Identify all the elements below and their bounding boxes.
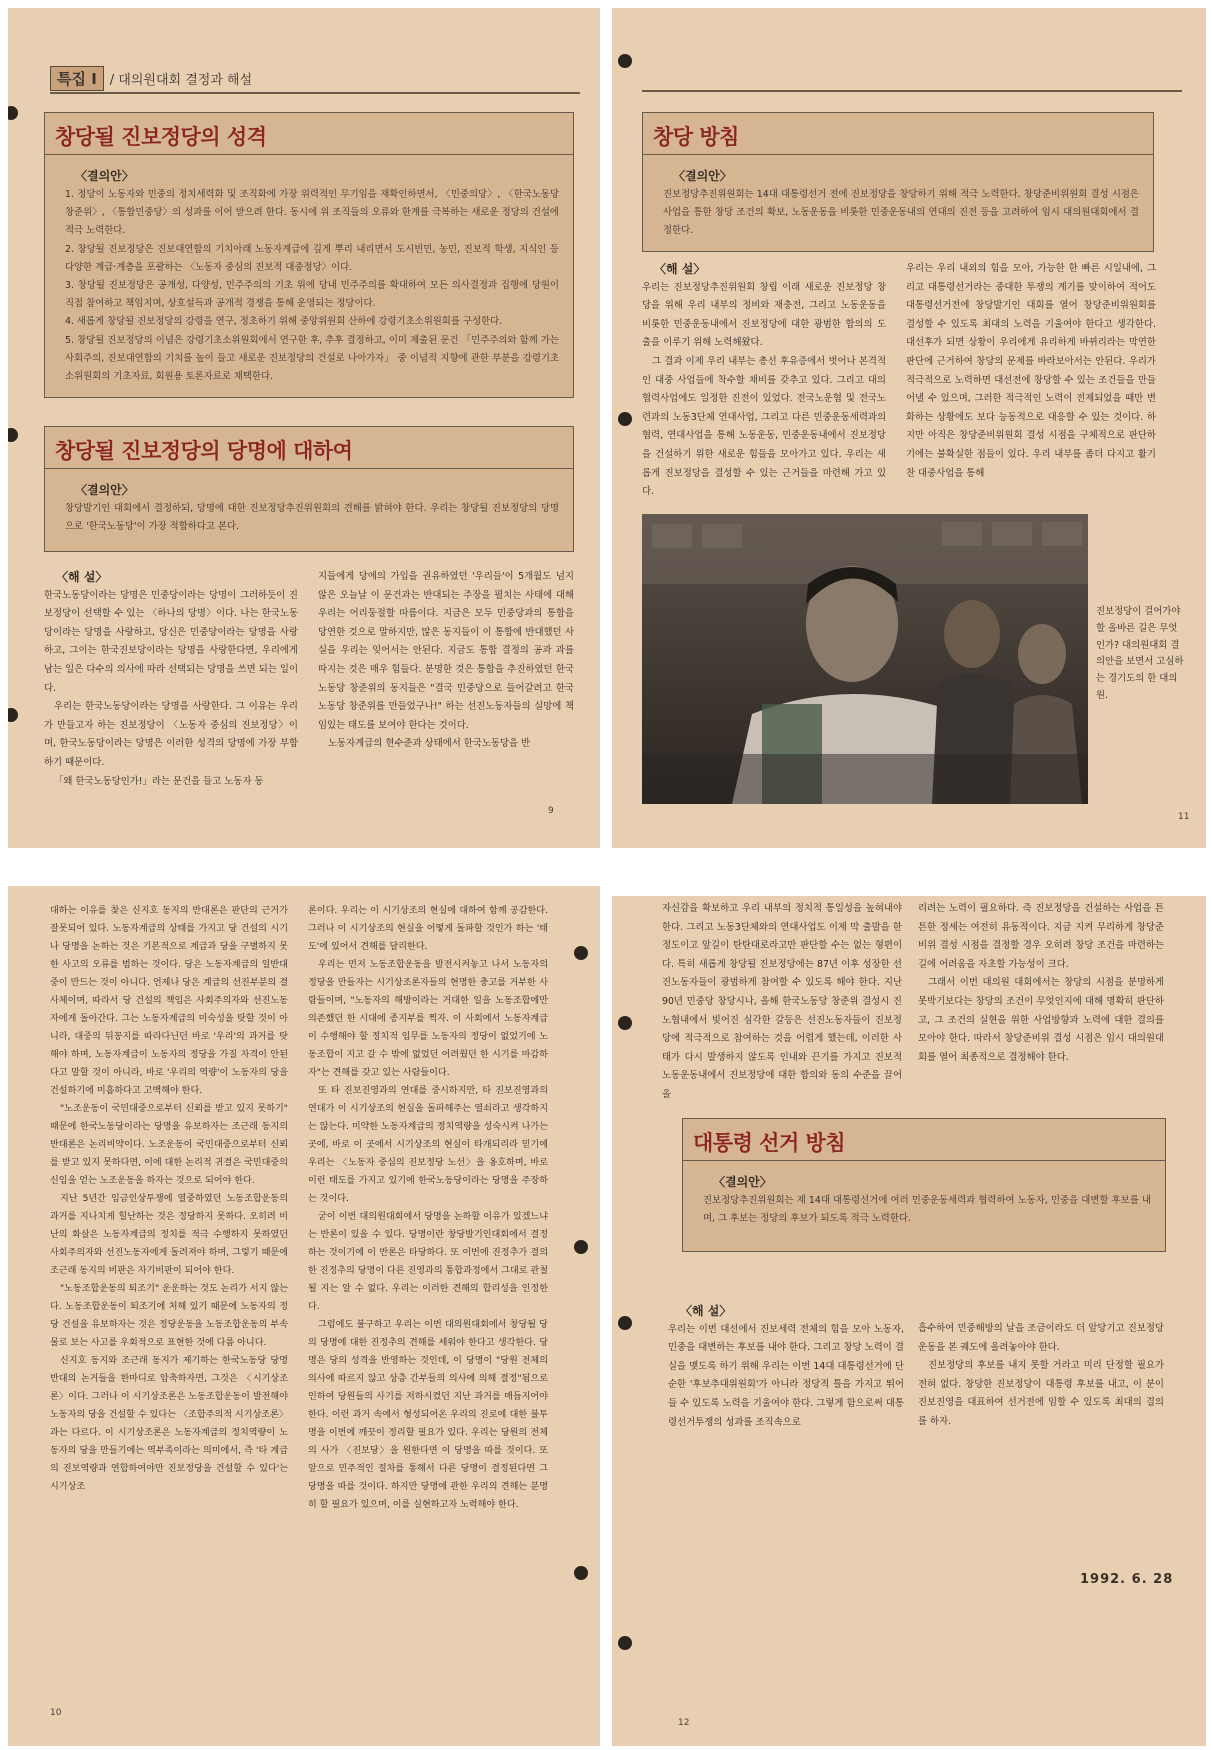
paragraph: "노조운동이 국민대중으로부터 신뢰를 받고 있지 못하기" 때문에 한국노동당이라는 당명을 유보하자는 조근래 동지의 반대론은 논리비약이다. 노조운동이 국민대중으로부터 신뢰를 받고 있지 못하다면, 이에 대한 논리적 귀결은 국민대중의 신임을 얻는 노조운동을 하자는 것으로 되어야 한다. (50, 1104, 288, 1186)
page-number: 11 (1178, 812, 1190, 822)
paragraph: 그럼에도 불구하고 우리는 이번 대의원대회에서 창당될 당의 당명에 대한 진정추의 견해를 세워야 한다고 생각한다. 당명은 당의 성격을 반영하는 것인데, 이 당명이 "당원 전체의 의사에 따르지 않고 상층 간부들의 의사에 의해 결정"됨으로 인하여 당원들의 사기를 저하시켰던 지난 과거를 매듭지어야 한다. 이런 과거 속에서 형성되어온 우리의 진로에 대한 불투명을 이번에 깨끗이 정리할 필요가 있다. 우리는 당원의 전체의 사가 〈진보당〉을 원한다면 이 당명을 따를 것이다. 또 앞으로 민주적인 절차를 통해서 다른 당명이 결정된다면 그 당명을 따를 것이다. 하지만 당명에 관한 우리의 견해는 분명히 할 필요가 있으며, 이를 실현하고자 노력해야 한다. (308, 1320, 548, 1510)
kicker-text: / 대의원대회 결정과 해설 (109, 72, 253, 88)
article-column-right (308, 902, 548, 1514)
explanation-label: 〈해 설〉 (654, 262, 706, 276)
paragraph: 노동자계급의 현수준과 상태에서 한국노동당을 반 (328, 738, 531, 750)
page-9 (8, 8, 600, 848)
article-column-left-2 (668, 1302, 904, 1432)
article-column-right-2 (918, 1320, 1164, 1432)
paragraph: 한국노동당이라는 당명은 민중당이라는 당명이 그러하듯이 진보정당이 선택할 수 있는 〈하나의 당명〉이다. 나는 한국노동당이라는 당명을 사랑하고, 당신은 민중당이라는 당명을 사랑하고, 그이는 한국진보당이라는 당명을 사랑한다면, 우리에게 남는 일은 다수의 의사에 따라 선택되는 당명을 쓰면 되는 일이다. (44, 589, 298, 694)
paragraph: 우리는 한국노동당이라는 당명을 사랑한다. 그 이유는 우리가 만들고자 하는 진보정당이 〈노동자 중심의 진보정당〉이며, 한국노동당이라는 당명은 이러한 성격의 당명에 가장 부합하기 때문이다. (44, 701, 298, 768)
paragraph: 지난 5년간 임금인상투쟁에 열중하였던 노동조합운동의 과거를 지나치게 힐난하는 것은 정당하지 못하다. 오히려 비난의 화살은 노동자계급의 정치를 적극 수행하지 못하였던 사회주의자와 선진노동자에게 돌려져야 하며, 그렇기 때문에 조근래 동지의 비판은 자기비판이 되어야 한다. (50, 1194, 288, 1276)
resolution-item: 1. 정당이 노동자와 민중의 정치세력화 및 조직화에 가장 위력적인 무기임을 재확인하면서, 〈민중의당〉, 〈한국노동당창준위〉, 〈통합민중당〉의 성과를 이어 받으려 한다. 동시에 위 조직들의 오류와 한계를 극복하는 새로운 정당의 건설에 적극 노력한다. (65, 189, 559, 237)
binding-hole (8, 106, 18, 120)
resolution-item: 3. 창당될 진보정당은 공개성, 다양성, 민주주의의 기초 위에 당내 민주주의를 확대하여 모든 의사결정과 집행에 당원이 직접 참여하고 책임지며, 상호설득과 공개적 경쟁을 통해 운영되는 정당이다. (65, 280, 559, 310)
paragraph: 지들에게 당에의 가입을 권유하였던 '우리들'이 5개월도 넘지 않은 오늘날 이 문건과는 반대되는 주장을 펼치는 사태에 대해 우리는 어리둥절할 따름이다. 지금은 모두 민중당과의 통합을 당연한 것으로 말하지만, 많은 동지들이 이 통합에 반대했던 사실을 우리는 잊어서는 안된다. 지금도 통합 결정의 공과 과를 따지는 것은 매우 힘들다. 분명한 것은 통합을 추진하였던 한국노동당 창준위의 동지들은 "결국 민중당으로 들어갈려고 한국노동당 창준위를 만들었구나!" 하는 선진노동자들의 실망에 책임있는 태도를 보여야 한다는 것이다. (318, 571, 574, 731)
binding-hole (8, 708, 18, 722)
binding-hole (618, 412, 632, 426)
paragraph: 또 타 진보진영과의 연대를 중시하지만, 타 진보진영과의 연대가 이 시기상조의 현실을 돌파해주는 열쇠라고 생각하지는 않는다. 미약한 노동자계급의 정치역량을 성숙시켜 나가는 곳에, 바로 이 곳에서 시기상조의 현실이 타개되리라 믿기에 우리는 〈노동자 중심의 진보정당 노선〉을 옹호하며, 바로 이런 태도를 가지고 있기에 한국노동당이라는 당명을 주장하는 것이다. (308, 1086, 548, 1204)
event-photo (642, 514, 1088, 804)
paragraph: 「왜 한국노동당인가!」라는 문건을 들고 노동자 동 (54, 775, 264, 787)
paragraph: 우리는 진보정당추진위원회 창립 이래 새로운 진보정당 창당을 위해 우리 내부의 정비와 재충전, 그리고 노동운동을 비롯한 민중운동내에서 진보정당에 대한 광범한 합의의 도출을 이루기 위해 노력해왔다. (642, 281, 886, 349)
resolution-item: 진보정당추진위원회는 14대 대통령선거 전에 진보정당을 창당하기 위해 적극 노력한다. 창당준비위원회 결성 시점은 사업을 통한 창당 조건의 확보, 노동운동을 비롯한 민중운동내의 연대의 진전 등을 고려하여 임시 대의원대회에서 결정한다. (663, 189, 1139, 237)
paragraph: 우리는 이번 대선에서 진보세력 전체의 힘을 모아 노동자, 민중을 대변하는 후보를 내야 한다. 그리고 창당 노력이 결실을 맺도록 하기 위해 우리는 이번 14대 대통령선거에 단순한 '후보추대위원회'가 아니라 정당적 틀을 가지고 뛰어들 수 있도록 노력을 기울여야 한다. 그렇게 함으로써 대통령선거투쟁의 성과를 조직속으로 (668, 1323, 904, 1428)
resolution-box-founding (642, 112, 1154, 252)
header-rule (50, 92, 580, 94)
binding-hole (574, 1240, 588, 1254)
paragraph: 그 결과 이제 우리 내부는 총선 후유증에서 벗어나 본격적인 대중 사업들에 착수할 채비를 갖추고 있다. 그리고 대의협력사업에도 일정한 진전이 있었다. 전국노운협 및 전국노련과의 노동3단체 연대사업, 그리고 다른 민중운동세력과의 협력, 연대사업을 통해 노동운동, 민중운동내에서 진보정당을 건설하기 위한 새로운 힘들을 모아가고 있다. 우리는 새롭게 진보정당을 결성할 수 있는 근거들을 마련해 가고 있다. (642, 355, 886, 498)
article-column-left (642, 260, 886, 502)
page-12 (612, 896, 1206, 1746)
page-number: 10 (50, 1708, 62, 1718)
paragraph: 그래서 이번 대의원 대회에서는 창당의 시점을 분명하게 못박기보다는 창당의 조건이 무엇인지에 대해 명확히 판단하고, 그 조건의 실현을 위한 사업방향과 노력에 대한 결의를 모아야 한다. 따라서 창당준비위 결성 시점은 임시 대의원대회를 열어 최종적으로 결정해야 한다. (918, 977, 1164, 1063)
resolution-label: 〈결의안〉 (75, 169, 134, 183)
paragraph: 우리는 먼저 노동조합운동을 발전시켜놓고 나서 노동자의 정당을 만들자는 시기상조론자들의 현명한 충고를 거부한 사람들이며, "노동자의 해방이라는 거대한 일을 노동조합에만 의존했던 한 시대에 종지부를 찍자. 이 사회에서 노동자계급이 수행해야 할 정치적 임무를 노동자의 정당이 없었기에 노동조합이 지고 갈 수 밖에 없었던 어려웠던 한 시기를 마감하자"는 견해를 갖고 있는 사람들이다. (308, 960, 548, 1078)
paragraph: 신지호 동지와 조근래 동지가 제기하는 한국노동당 당명 반대의 논거들을 한마디로 압축하자면, 그것은 〈시기상조론〉이다. 그러나 이 시기상조론은 노동조합운동이 발전해야 노동자의 당을 건설할 수 있다는 〈조합주의적 시기상조론〉과는 다르다. 이 시기상조론은 노동자계급의 정치역량이 노동자의 당을 만들기에는 역부족이라는 의미에서, 즉 '타 계급의 진보역량과 연합하여야만 진보정당을 건설할 수 있다'는 시기상조 (50, 1356, 288, 1492)
paragraph: 굳이 이번 대의원대회에서 당명을 논하할 이유가 있겠느냐는 반론이 있을 수 있다. 당명이란 창당발기인대회에서 결정하는 것이기에 이 반론은 타당하다. 또 이번에 진정추가 결의한 진정추의 당명이 다른 진영과의 통합과정에서 그대로 관철될 지는 알 수 없다. 우리는 이러한 견해의 합리성을 인정한다. (308, 1212, 548, 1312)
article-column-left (50, 902, 288, 1496)
paragraph: 진보정당의 후보를 내지 못할 거라고 미리 단정할 필요가 전혀 없다. 창당한 진보정당이 대통령 후보를 내고, 이 분이 진보진영을 대표하여 선거전에 임할 수 있도록 최대의 결의를 하자. (918, 1360, 1164, 1427)
resolution-item: 2. 창당될 진보정당은 진보대연합의 기치아래 노동자계급에 깊게 뿌리 내리면서 도시빈민, 농민, 진보적 학생, 지식인 등 다양한 계급·계층을 포괄하는 〈노동자 중심의 진보적 대중정당〉이다. (65, 243, 559, 273)
paragraph: 우리는 우리 내외의 힘을 모아, 가능한 한 빠른 시일내에, 그리고 대통령선거라는 중대한 투쟁의 계기를 맞이하여 적어도 대통령선거전에 창당발기인 대회를 열어 창당준비위원회를 결성할 수 있도록 최대의 노력을 기울여야 한다고 생각한다. 대선후가 되면 상황이 우리에게 유리하게 바뀌리라는 막연한 판단에 근거하여 창당의 문제를 바라보아서는 안된다. 우리가 적극적으로 노력하면 대선전에 창당할 수 있는 조건들을 만들어낼 수 있으며, 그러한 적극적인 노력이 전제되었을 때만 변화하는 상황에도 보다 능동적으로 대응할 수 있는 것이다. 하지만 아직은 창당준비위원회 결성 시점을 구체적으로 판단하기에는 불확실한 점들이 있다. 우리 내부를 좀더 다지고 활기찬 대중사업을 통해 (906, 263, 1156, 479)
page-11 (612, 8, 1206, 848)
resolution-box-election (682, 1118, 1166, 1252)
paragraph: 론이다. 우리는 이 시기상조의 현실에 대하여 함께 공감한다. 그러나 이 시기상조의 현실을 어떻게 돌파할 것인가 하는 '태도'에 있어서 견해를 달리한다. (308, 906, 548, 952)
article-column-left (662, 900, 902, 1105)
paragraph: 리려는 노력이 필요하다. 즉 진보정당을 건설하는 사업을 튼튼한 정세는 여전히 유동적이다. 지금 지켜 무리하게 창당준비위 결성 시점을 결정할 경우 오히려 창당 조건을 마련하는 길에 어려움을 자초할 가능성이 크다. (918, 903, 1164, 970)
photo-image (642, 514, 1088, 804)
publication-date: 1992. 6. 28 (1080, 1572, 1174, 1587)
resolution-item: 진보정당추진위원회는 제 14대 대통령선거에 여러 민중운동세력과 협력하여 노동자, 민중을 대변할 후보를 내며, 그 후보는 정당의 후보가 되도록 적극 노력한다. (703, 1195, 1151, 1225)
page-number: 9 (548, 806, 554, 816)
binding-hole (618, 1016, 632, 1030)
section-title: 대통령 선거 방침 (683, 1119, 1165, 1161)
paragraph: 자신감을 확보하고 우리 내부의 정치적 통일성을 높혀내야 한다. 그리고 노동3단체와의 연대사업도 이제 막 출발을 한 정도이고 앞길이 탄탄대로라고만 판단할 수는 없는 형편이다. 특히 새롭게 창당될 진보정당에는 87년 이후 성장한 선진노동자들이 광범하게 참여할 수 있도록 해야 한다. 지난 90년 민중당 창당시나, 올해 한국노동당 창준위 결성시 진노협내에서 빚어진 심각한 갈등은 선진노동자들이 진보정당에 적극적으로 참여하는 것을 어렵게 했는데, 이러한 사태가 다시 발생하지 않도록 인내와 끈기를 가지고 진보적 노동운동내에서 진보정당에 대한 합의와 동의 수준을 끌어올 (662, 903, 902, 1100)
binding-hole (8, 428, 18, 442)
explanation-label: 〈해 설〉 (680, 1304, 732, 1318)
header-rule (642, 90, 1182, 92)
resolution-item: 4. 새롭게 창당될 진보정당의 강령을 연구, 정초하기 위해 중앙위원회 산하에 강령기초소위원회를 구성한다. (65, 316, 503, 328)
resolution-box-character (44, 112, 574, 398)
article-column-right (906, 260, 1156, 483)
article-column-right (918, 900, 1164, 1067)
article-column-left (44, 568, 298, 791)
binding-hole (574, 946, 588, 960)
section-kicker (50, 66, 252, 90)
section-title: 창당될 진보정당의 당명에 대하여 (45, 427, 573, 469)
paragraph: 흡수하여 민중해방의 날을 조금이라도 더 앞당기고 진보정당운동을 본 궤도에 올려놓아야 한다. (918, 1323, 1164, 1353)
resolution-label: 〈결의안〉 (673, 169, 732, 183)
page-10 (8, 886, 600, 1746)
photo-caption: 진보정당이 걸어가야할 올바른 길은 무엇인가? 대의원대회 결의안을 보면서 고심하는 경기도의 한 대의원. (1096, 606, 1184, 701)
article-column-right (318, 568, 574, 754)
kicker-tag: 특집 Ⅰ (50, 66, 104, 91)
section-title: 창당 방침 (643, 113, 1153, 155)
resolution-box-party-name (44, 426, 574, 552)
binding-hole (574, 1566, 588, 1580)
resolution-label: 〈결의안〉 (713, 1175, 772, 1189)
section-title: 창당될 진보정당의 성격 (45, 113, 573, 155)
resolution-item: 5. 창당될 진보정당의 이념은 강령기초소위원회에서 연구한 후, 추후 결정하고, 이미 제출된 문건 「민주주의와 함께 가는 사회주의, 진보대연합의 기치를 높이 들고 새로운 진보정당의 건설로 나아가자」 중 이념적 지향에 관한 부분을 강령기초소위원회의 기초자료, 회원용 토론자료로 채택한다. (65, 334, 559, 383)
resolution-item: 창당발기인 대회에서 결정하되, 당명에 대한 진보정당추진위원회의 견해를 밝혀야 한다. 우리는 창당될 진보정당의 당명으로 '한국노동당'이 가장 적합하다고 본다. (65, 503, 559, 533)
paragraph: "노동조합운동의 퇴조기" 운운하는 것도 논리가 서지 않는다. 노동조합운동이 퇴조기에 처해 있기 때문에 노동자의 정당 건설을 유보하자는 것은 정당운동을 노동조합운동의 부속물로 보는 사고를 우회적으로 표현한 것에 다름 아니다. (50, 1284, 288, 1348)
binding-hole (618, 1636, 632, 1650)
explanation-label: 〈해 설〉 (56, 570, 108, 584)
binding-hole (618, 54, 632, 68)
paragraph: 대하는 이유를 찾은 신지호 동지의 반대론은 판단의 근거가 잘못되어 있다. 노동자계급의 상태를 가지고 당 건설의 시기나 당명을 논하는 것은 기본적으로 계급과 당을 구별하지 못한 사고의 오류를 범하는 것이다. 당은 노동자계급의 일반대중이 만드는 것이 아니다. 언제나 당은 계급의 선진부분의 결사체이며, 따라서 당 건설의 책임은 사회주의자와 선진노동자에게 돌아간다. 그는 노동자계급의 미숙성을 탓할 것이 아니라, 대중의 뒤꽁지를 따라다닌던 바로 '우리'의 과거를 탓해야 하며, 노동자계급이 노동자의 정당을 가질 자격이 안된다고 말할 것이 아니라, 바로 '우리의 역량'이 노동자의 당을 건설하기에 미흡하다고 고백해야 한다. (50, 906, 288, 1096)
binding-hole (618, 1316, 632, 1330)
resolution-label: 〈결의안〉 (75, 483, 134, 497)
page-number: 12 (678, 1718, 690, 1728)
